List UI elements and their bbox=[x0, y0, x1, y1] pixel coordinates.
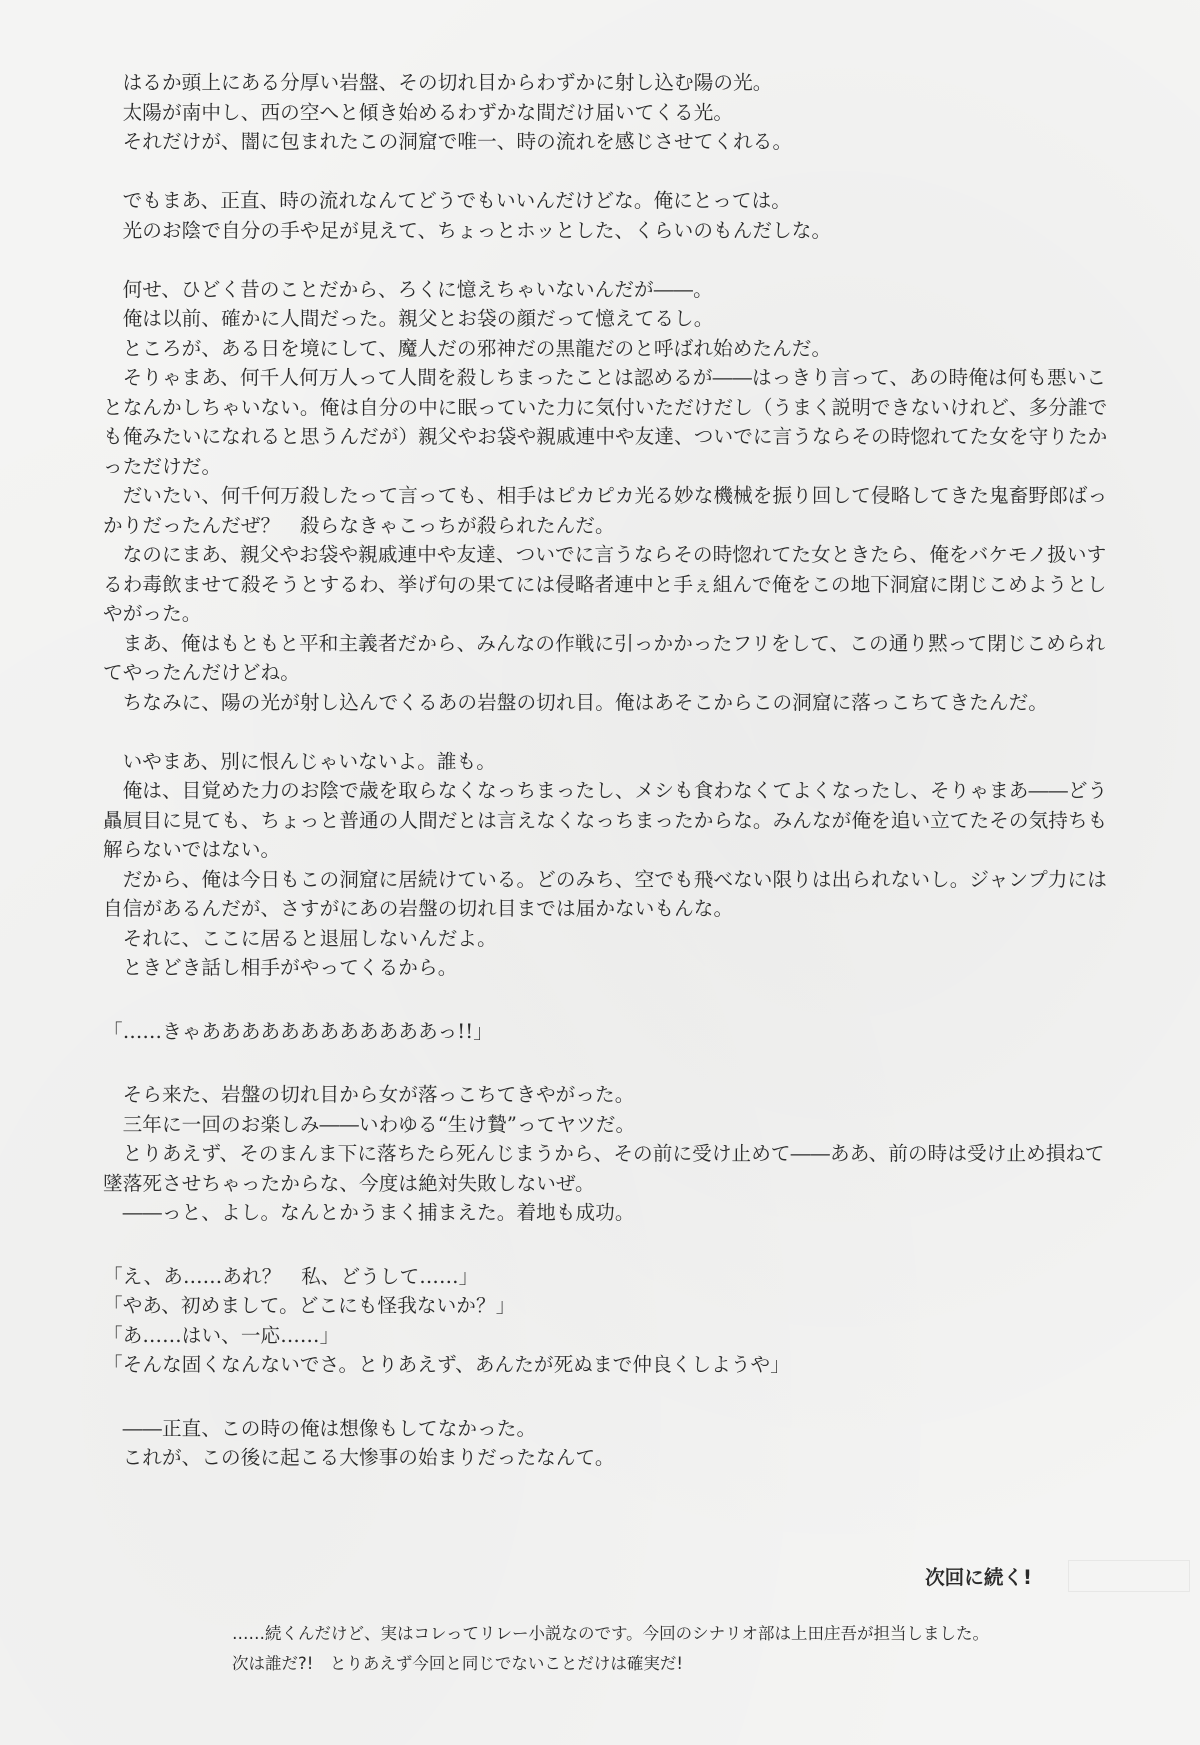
to-be-continued: 次回に続く! bbox=[925, 1566, 1032, 1589]
afterword bbox=[232, 1619, 989, 1679]
paragraph: ――正直、この時の俺は想像もしてなかった。 bbox=[122, 1416, 537, 1440]
paragraph: でもまあ、正直、時の流れなんてどうでもいいんだけどな。俺にとっては。 bbox=[122, 189, 792, 212]
afterword-line: ……続くんだけど、実はコレってリレー小説なのです。今回のシナリオ部は上田庄吾が担当しました。 bbox=[232, 1624, 990, 1643]
paragraph: 太陽が南中し、西の空へと傾き始めるわずかな間だけ届いてくる光。 bbox=[122, 100, 734, 124]
afterword-line: 次は誰だ?! とりあえず今回と同じでないことだけは確実だ! bbox=[232, 1654, 683, 1673]
paragraph: ときどき話し相手がやってくるから。 bbox=[122, 956, 458, 979]
paragraph: 三年に一回のお楽しみ――いわゆる“生け贄”ってヤツだ。 bbox=[122, 1112, 636, 1136]
paragraph: ――っと、よし。なんとかうまく捕まえた。着地も成功。 bbox=[122, 1201, 635, 1224]
paragraph: はるか頭上にある分厚い岩盤、その切れ目からわずかに射し込む陽の光。 bbox=[122, 71, 773, 94]
paragraph: いやまあ、別に恨んじゃいないよ。誰も。 bbox=[122, 749, 496, 773]
paragraph: 何せ、ひどく昔のことだから、ろくに憶えちゃいないんだが――。 bbox=[122, 277, 713, 301]
faint-watermark bbox=[1068, 1560, 1190, 1592]
paragraph: そりゃまあ、何千人何万人って人間を殺しちまったことは認めるが――はっきり言って、あの時俺は何も悪いことなんかしちゃいない。俺は自分の中に眠っていた力に気付いただけだし（うまく説明できないけれど、多分誰でも俺みたいになれると思うんだが）親父やお袋や親戚連中や友達、ついでに言うならその時惚れてた女を守りたかっただけだ。 bbox=[103, 366, 1108, 478]
paragraph: 俺は以前、確かに人間だった。親父とお袋の顔だって憶えてるし。 bbox=[122, 307, 714, 330]
paragraph: だから、俺は今日もこの洞窟に居続けている。どのみち、空でも飛べない限りは出られないし。ジャンプ力には自信があるんだが、さすがにあの岩盤の切れ目までは届かないもんな。 bbox=[103, 867, 1107, 920]
paragraph: それに、ここに居ると退屈しないんだよ。 bbox=[122, 926, 497, 950]
story-text bbox=[103, 68, 1118, 1473]
dialog-line: 「え、あ……あれ？ 私、どうして……」 bbox=[103, 1264, 479, 1288]
paragraph: ちなみに、陽の光が射し込んでくるあの岩盤の切れ目。俺はあそこからこの洞窟に落っこちてきたんだ。 bbox=[122, 690, 1049, 714]
paragraph: とりあえず、そのまんま下に落ちたら死んじまうから、その前に受け止めて――ああ、前の時は受け止め損ねて墜落死させちゃったからな、今度は絶対失敗しないぜ。 bbox=[103, 1142, 1105, 1195]
dialog-line: 「やあ、初めまして。どこにも怪我ないか？」 bbox=[103, 1294, 516, 1317]
paragraph: なのにまあ、親父やお袋や親戚連中や友達、ついでに言うならその時惚れてた女ときたら、俺をバケモノ扱いするわ毒飲ませて殺そうとするわ、挙げ句の果てには侵略者連中と手ぇ組んで俺をこの地下洞窟に閉じこめようとしやがった。 bbox=[103, 543, 1107, 625]
paragraph: これが、この後に起こる大惨事の始まりだったなんて。 bbox=[122, 1446, 615, 1469]
dialog-line: 「……きゃああああああああああああっ!!」 bbox=[103, 1019, 493, 1043]
paragraph: それだけが、闇に包まれたこの洞窟で唯一、時の流れを感じさせてくれる。 bbox=[122, 130, 793, 153]
paragraph: だいたい、何千何万殺したって言っても、相手はピカピカ光る妙な機械を振り回して侵略してきた鬼畜野郎ばっかりだったんだぜ？ 殺らなきゃこっちが殺られたんだ。 bbox=[103, 484, 1108, 537]
paragraph: そら来た、岩盤の切れ目から女が落っこちてきやがった。 bbox=[122, 1083, 635, 1106]
dialog-line: 「そんな固くなんないでさ。とりあえず、あんたが死ぬまで仲良くしようや」 bbox=[103, 1353, 790, 1376]
paragraph: ところが、ある日を境にして、魔人だの邪神だの黒龍だのと呼ばれ始めたんだ。 bbox=[122, 336, 832, 360]
paragraph: まあ、俺はもともと平和主義者だから、みんなの作戦に引っかかったフリをして、この通り黙って閉じこめられてやったんだけどね。 bbox=[103, 631, 1106, 684]
paragraph: 俺は、目覚めた力のお陰で歳を取らなくなっちまったし、メシも食わなくてよくなったし、そりゃまあ――どう贔屓目に見ても、ちょっと普通の人間だとは言えなくなっちまったからな。みんなが俺を追い立てたその気持ちも解らないではない。 bbox=[103, 779, 1108, 861]
paragraph: 光のお陰で自分の手や足が見えて、ちょっとホッとした、くらいのもんだしな。 bbox=[122, 218, 832, 242]
dialog-line: 「あ……はい、一応……」 bbox=[103, 1323, 340, 1347]
